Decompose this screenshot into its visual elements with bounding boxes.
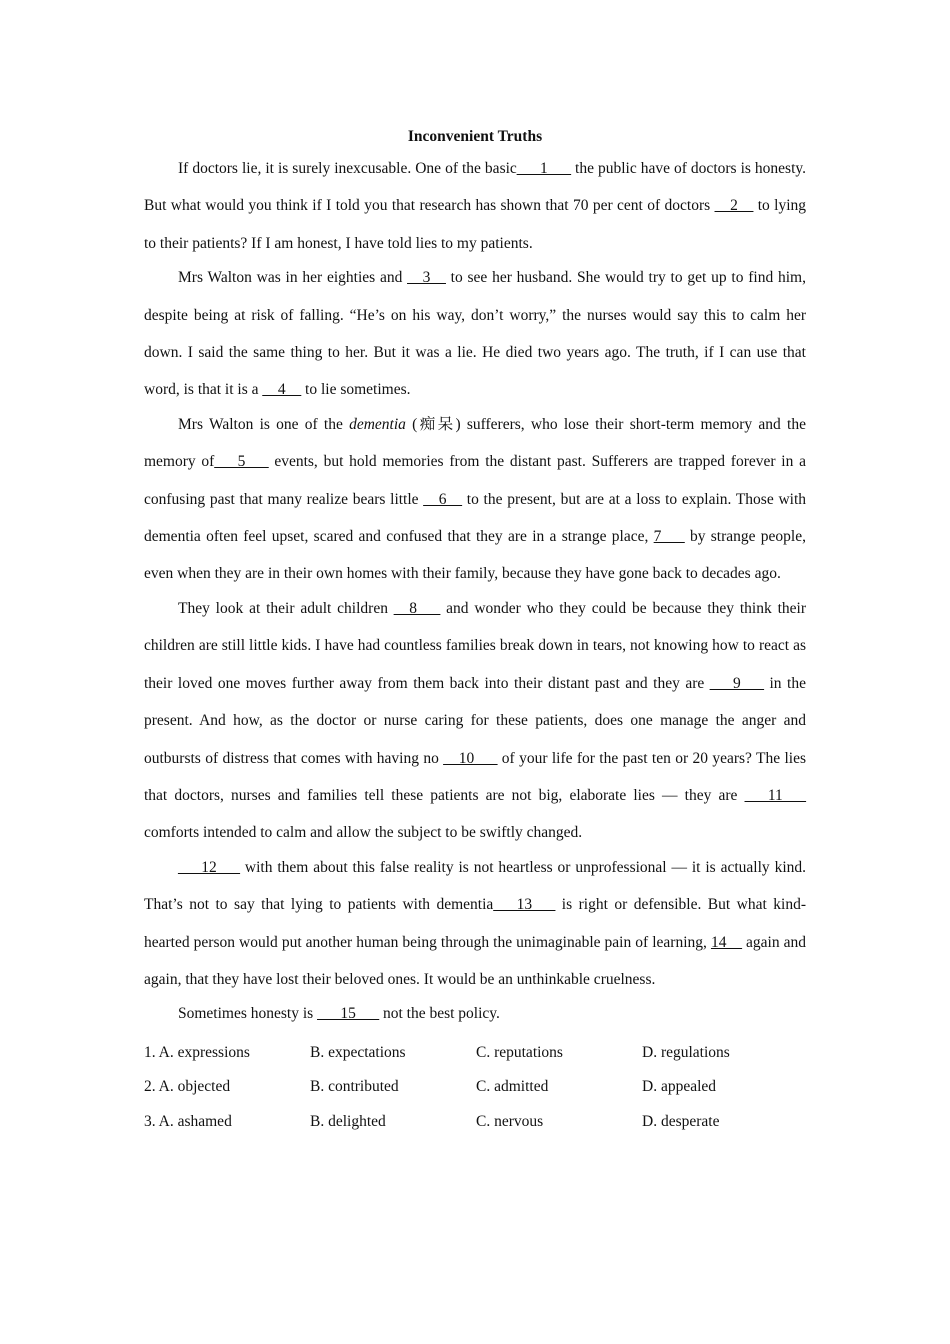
option-choice: B. contributed bbox=[310, 1078, 399, 1096]
text-run: (痴呆) sufferers, who lose their short-term memory and the memory of bbox=[144, 415, 806, 471]
text-run: by strange people, even when they are in their own homes with their family, because they have gone back to decades ago. bbox=[144, 528, 806, 583]
text-run: Sometimes honesty is bbox=[178, 1005, 318, 1023]
paragraph bbox=[144, 590, 806, 852]
option-choice: D. desperate bbox=[642, 1112, 720, 1130]
blank: __2__ bbox=[714, 197, 754, 215]
option-choice: C. admitted bbox=[476, 1078, 549, 1096]
blank: ___13___ bbox=[493, 896, 556, 914]
blank: 7___ bbox=[653, 528, 685, 546]
text-run: of your life for the past ten or 20 years? The lies that doctors, nurses and families tell these patients are not big, elaborate lies — they are bbox=[144, 749, 806, 804]
text-run: with them about this false reality is not heartless or unprofessional — it is actually kind. That’s not to say that lying to patients with dementia bbox=[144, 858, 806, 914]
text-run: in the present. And how, as the doctor or nurse caring for these patients, does one manage the anger and outbursts of distress that comes with having no bbox=[144, 674, 806, 767]
blank: 14__ bbox=[710, 933, 742, 951]
option-choice: B. expectations bbox=[310, 1043, 406, 1061]
option-row bbox=[144, 1036, 806, 1071]
text-run: to lying to their patients? If I am honest, I have told lies to my patients. bbox=[144, 197, 806, 252]
text-run: to the present, but are at a loss to explain. Those with dementia often feel upset, scared and confused that they are in a strange place, bbox=[144, 490, 807, 546]
blank: ___9___ bbox=[709, 674, 764, 692]
text-run: They look at their adult children bbox=[178, 599, 394, 617]
blank: __3__ bbox=[407, 269, 446, 287]
text-run: the public have of doctors is honesty. But what would you think if I told you that research has shown that 70 per cent of doctors bbox=[144, 160, 807, 215]
text-run: Mrs Walton is one of the bbox=[178, 415, 350, 433]
option-choice: 2. A. objected bbox=[144, 1078, 231, 1096]
italic-term: dementia bbox=[349, 415, 406, 433]
option-choice: B. delighted bbox=[310, 1112, 386, 1130]
paragraph bbox=[144, 849, 806, 999]
option-choice: D. regulations bbox=[642, 1043, 730, 1061]
text-run: and wonder who they could be because they think their children are still little kids. I have had countless families break down in tears, not knowing how to react as their loved one moves further away from them back into their distant past and they are bbox=[144, 599, 806, 692]
blank: ___5___ bbox=[214, 453, 269, 471]
blank: ___15___ bbox=[317, 1005, 380, 1023]
option-row bbox=[144, 1070, 806, 1105]
text-run: again and again, that they have lost their beloved ones. It would be an unthinkable cruelness. bbox=[144, 933, 806, 988]
passage bbox=[144, 150, 806, 1033]
paragraph bbox=[144, 150, 806, 262]
answer-options bbox=[144, 1036, 806, 1140]
blank: __10___ bbox=[443, 749, 498, 767]
paragraph bbox=[144, 406, 806, 593]
text-run: to see her husband. She would try to get up to find him, despite being at risk of falling. “He’s on his way, don’t worry,” the nurses would say this to calm her down. I said the same thing to her. But it was a lie. He died two years ago. The truth, if I can use that word, is that it is a bbox=[144, 269, 806, 399]
text-run: to lie sometimes. bbox=[301, 381, 411, 399]
text-run: not the best policy. bbox=[379, 1005, 500, 1023]
blank: ___1___ bbox=[516, 160, 572, 177]
option-row bbox=[144, 1105, 806, 1140]
option-choice: 1. A. expressions bbox=[144, 1043, 250, 1061]
text-run: comforts intended to calm and allow the subject to be swiftly changed. bbox=[144, 824, 583, 842]
text-run: events, but hold memories from the distant past. Sufferers are trapped forever in a confusing past that many realize bears little bbox=[144, 453, 806, 508]
blank: __8___ bbox=[393, 599, 441, 617]
document-page bbox=[144, 124, 806, 1139]
blank: __6__ bbox=[423, 490, 463, 508]
blank: ___11___ bbox=[744, 786, 806, 804]
option-choice: C. reputations bbox=[476, 1043, 563, 1061]
text-run: is right or defensible. But what kind-hearted person would put another human being through the unimaginable pain of learning, bbox=[144, 896, 806, 951]
option-choice: 3. A. ashamed bbox=[144, 1112, 232, 1130]
page-title: Inconvenient Truths bbox=[407, 128, 543, 145]
option-choice: D. appealed bbox=[642, 1078, 717, 1096]
text-run: Mrs Walton was in her eighties and bbox=[178, 269, 408, 287]
blank: ___12___ bbox=[178, 858, 240, 876]
blank: __4__ bbox=[262, 381, 302, 399]
paragraph bbox=[144, 995, 806, 1032]
text-run: If doctors lie, it is surely inexcusable. One of the basic bbox=[178, 160, 517, 177]
option-choice: C. nervous bbox=[476, 1112, 544, 1130]
paragraph bbox=[144, 259, 806, 409]
